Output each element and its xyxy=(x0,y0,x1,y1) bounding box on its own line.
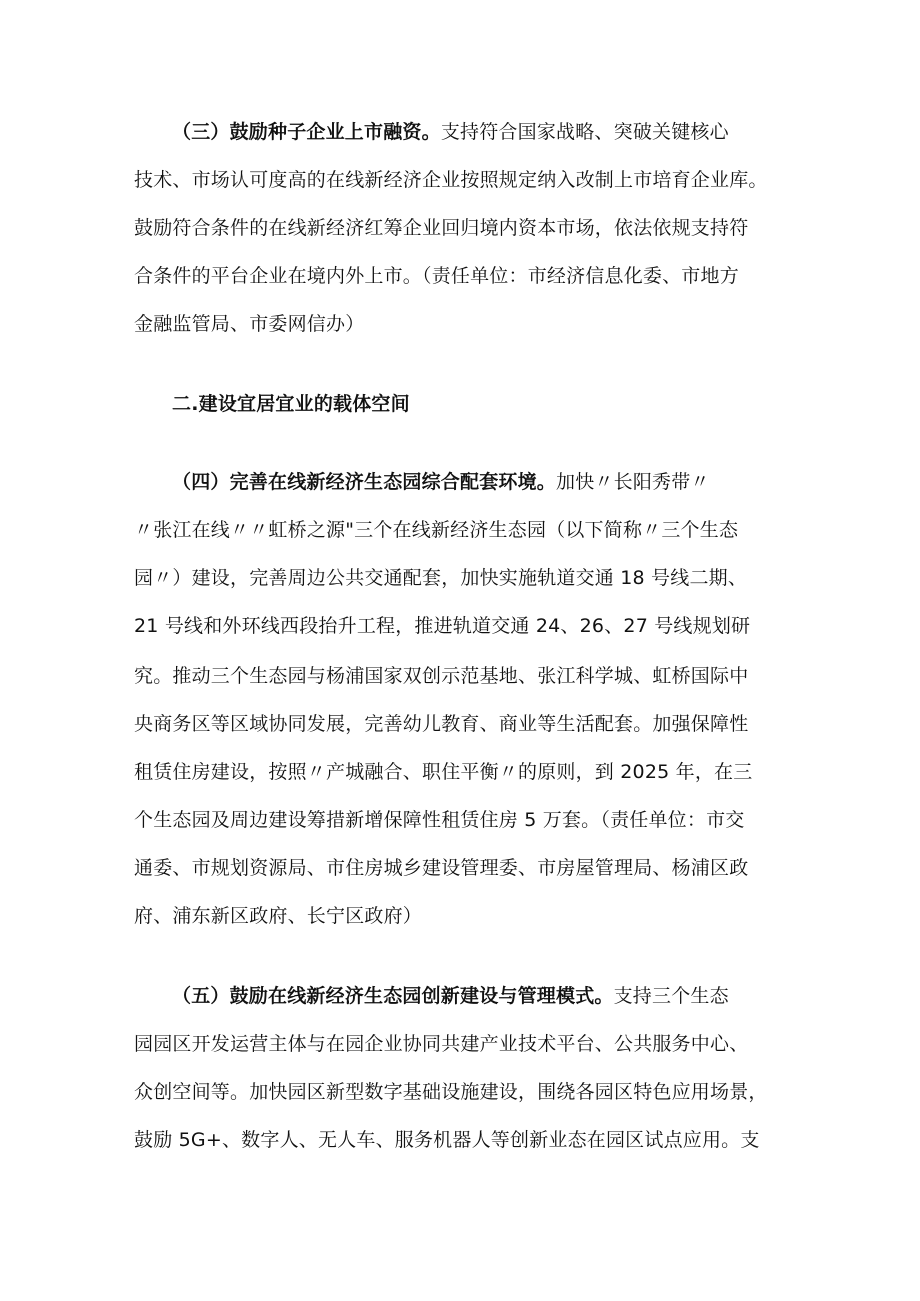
paragraph-line xyxy=(134,168,768,192)
paragraph-line xyxy=(134,614,750,638)
paragraph-text: 加快〃长阳秀带〃 xyxy=(556,471,710,493)
paragraph-line xyxy=(134,808,744,832)
paragraph-text: 合条件的平台企业在境内外上市。（责任单位：市经济信息化委、市地方 xyxy=(134,265,739,287)
paragraph-line xyxy=(134,566,747,590)
paragraph-line xyxy=(134,664,748,688)
paragraph-line xyxy=(134,760,752,784)
paragraph-text: 鼓励符合条件的在线新经济红筹企业回归境内资本市场，依法依规支持符 xyxy=(134,217,749,239)
paragraph-line xyxy=(134,312,364,336)
item-title: （四）完善在线新经济生态园综合配套环境。 xyxy=(172,471,557,493)
paragraph-line xyxy=(134,1032,748,1056)
paragraph-line xyxy=(134,1128,760,1152)
paragraph-line xyxy=(134,216,748,240)
paragraph-text: 鼓励 5G+、数字人、无人车、服务机器人等创新业态在园区试点应用。支 xyxy=(134,1129,760,1151)
paragraph-line xyxy=(134,856,748,880)
paragraph-text: 〃张江在线〃〃虹桥之源"三个在线新经济生态园（以下简称〃三个生态 xyxy=(134,519,739,541)
item-title: （三）鼓励种子企业上市融资。 xyxy=(172,121,441,143)
paragraph-text: 21 号线和外环线西段抬升工程，推进轨道交通 24、26、27 号线规划研 xyxy=(134,615,751,637)
paragraph-line xyxy=(134,264,739,288)
paragraph-text: 技术、市场认可度高的在线新经济企业按照规定纳入改制上市培育企业库。 xyxy=(134,169,768,191)
paragraph-text: 园园区开发运营主体与在园企业协同共建产业技术平台、公共服务中心、 xyxy=(134,1033,749,1055)
paragraph-text: 支持符合国家战略、突破关键核心 xyxy=(440,121,729,143)
paragraph-line xyxy=(134,712,748,736)
item-title: （五）鼓励在线新经济生态园创新建设与管理模式。 xyxy=(172,985,614,1007)
paragraph-text: 金融监管局、市委网信办） xyxy=(134,313,365,335)
paragraph-text: 个生态园及周边建设筹措新增保障性租赁住房 5 万套。（责任单位：市交 xyxy=(134,809,745,831)
paragraph-line xyxy=(172,470,710,494)
paragraph-line xyxy=(134,518,738,542)
paragraph-line xyxy=(134,904,422,928)
paragraph-text: 众创空间等。加快园区新型数字基础设施建设，围绕各园区特色应用场景， xyxy=(134,1081,768,1103)
paragraph-text: 通委、市规划资源局、市住房城乡建设管理委、市房屋管理局、杨浦区政 xyxy=(134,857,749,879)
paragraph-line xyxy=(134,1080,768,1104)
paragraph-text: 支持三个生态 xyxy=(613,985,729,1007)
paragraph-line xyxy=(172,984,729,1008)
paragraph-line xyxy=(172,120,729,144)
paragraph-text: 租赁住房建设，按照〃产城融合、职住平衡〃的原则，到 2025 年，在三 xyxy=(134,761,753,783)
paragraph-text: 央商务区等区域协同发展，完善幼儿教育、商业等生活配套。加强保障性 xyxy=(134,713,749,735)
paragraph-text: 园〃）建设，完善周边公共交通配套，加快实施轨道交通 18 号线二期、 xyxy=(134,567,748,589)
paragraph-text: 究。推动三个生态园与杨浦国家双创示范基地、张江科学城、虹桥国际中 xyxy=(134,665,749,687)
paragraph-text: 府、浦东新区政府、长宁区政府） xyxy=(134,905,423,927)
section-heading: 二.建设宜居宜业的载体空间 xyxy=(172,393,410,415)
